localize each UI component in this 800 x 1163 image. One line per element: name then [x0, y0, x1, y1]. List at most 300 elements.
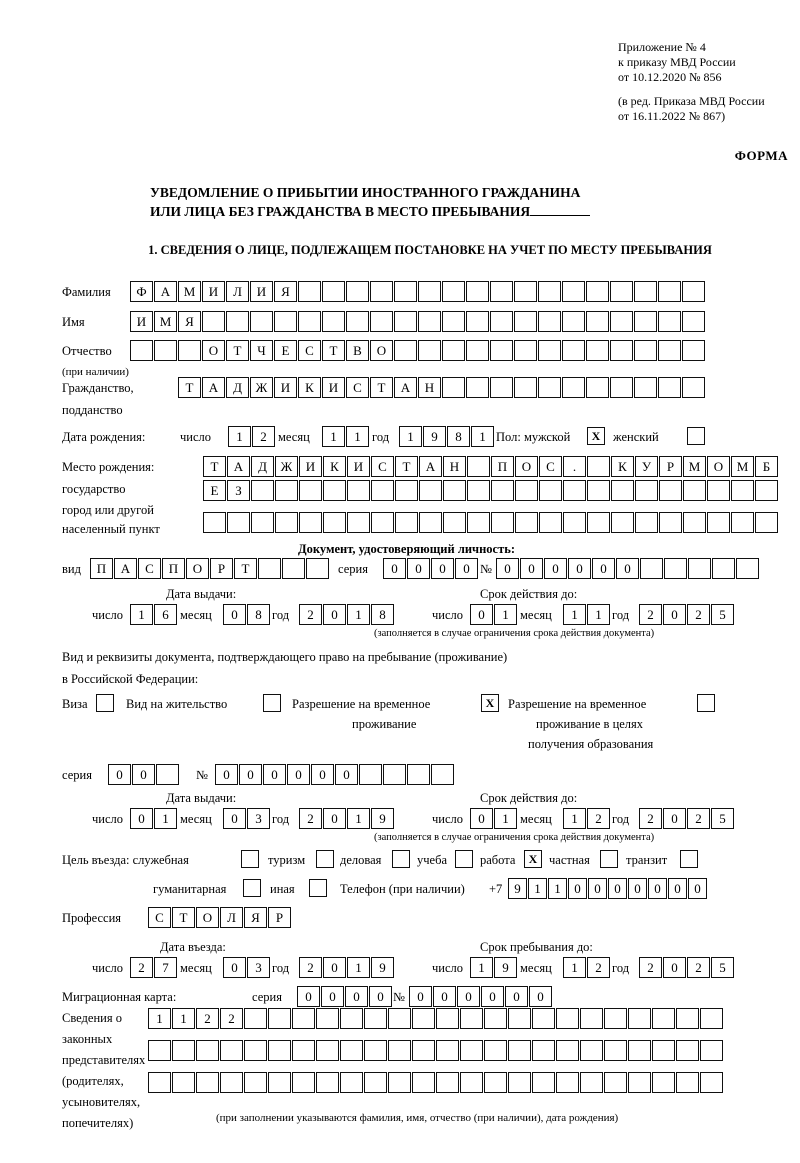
char-cell[interactable]: [418, 311, 441, 332]
entry-month-input[interactable]: [223, 957, 271, 978]
char-cell[interactable]: [436, 1008, 459, 1029]
char-cell[interactable]: 0: [132, 764, 155, 785]
char-cell[interactable]: 1: [563, 604, 586, 625]
char-cell[interactable]: [460, 1072, 483, 1093]
char-cell[interactable]: [556, 1008, 579, 1029]
char-cell[interactable]: [418, 340, 441, 361]
char-cell[interactable]: 0: [470, 604, 493, 625]
issue-day-input[interactable]: [130, 604, 178, 625]
char-cell[interactable]: [508, 1008, 531, 1029]
char-cell[interactable]: [412, 1040, 435, 1061]
char-cell[interactable]: [203, 512, 226, 533]
purpose-study-checkbox[interactable]: [455, 850, 473, 868]
char-cell[interactable]: [196, 1072, 219, 1093]
char-cell[interactable]: 1: [130, 604, 153, 625]
char-cell[interactable]: [707, 512, 730, 533]
char-cell[interactable]: [250, 311, 273, 332]
char-cell[interactable]: [407, 764, 430, 785]
char-cell[interactable]: [436, 1040, 459, 1061]
char-cell[interactable]: [610, 281, 633, 302]
char-cell[interactable]: [676, 1008, 699, 1029]
char-cell[interactable]: Б: [755, 456, 778, 477]
char-cell[interactable]: 2: [687, 604, 710, 625]
name-input[interactable]: [130, 311, 706, 332]
char-cell[interactable]: [268, 1008, 291, 1029]
char-cell[interactable]: [412, 1008, 435, 1029]
char-cell[interactable]: [154, 340, 177, 361]
char-cell[interactable]: Е: [274, 340, 297, 361]
stay-issue-month-input[interactable]: [223, 808, 271, 829]
migration-card-series-input[interactable]: [297, 986, 393, 1007]
char-cell[interactable]: [251, 512, 274, 533]
char-cell[interactable]: [244, 1072, 267, 1093]
char-cell[interactable]: [652, 1008, 675, 1029]
char-cell[interactable]: 0: [608, 878, 627, 899]
char-cell[interactable]: [514, 340, 537, 361]
char-cell[interactable]: А: [154, 281, 177, 302]
char-cell[interactable]: [556, 1072, 579, 1093]
char-cell[interactable]: 0: [470, 808, 493, 829]
char-cell[interactable]: [196, 1040, 219, 1061]
char-cell[interactable]: [466, 377, 489, 398]
char-cell[interactable]: [268, 1072, 291, 1093]
char-cell[interactable]: М: [154, 311, 177, 332]
char-cell[interactable]: [586, 340, 609, 361]
purpose-private-checkbox[interactable]: [600, 850, 618, 868]
char-cell[interactable]: Т: [395, 456, 418, 477]
char-cell[interactable]: А: [419, 456, 442, 477]
char-cell[interactable]: [515, 480, 538, 501]
char-cell[interactable]: [322, 281, 345, 302]
char-cell[interactable]: Т: [226, 340, 249, 361]
char-cell[interactable]: [364, 1072, 387, 1093]
char-cell[interactable]: М: [683, 456, 706, 477]
char-cell[interactable]: [700, 1072, 723, 1093]
char-cell[interactable]: А: [394, 377, 417, 398]
char-cell[interactable]: [460, 1040, 483, 1061]
char-cell[interactable]: Т: [172, 907, 195, 928]
char-cell[interactable]: К: [611, 456, 634, 477]
char-cell[interactable]: [388, 1008, 411, 1029]
entry-day-input[interactable]: [130, 957, 178, 978]
char-cell[interactable]: [467, 512, 490, 533]
char-cell[interactable]: С: [138, 558, 161, 579]
char-cell[interactable]: 0: [628, 878, 647, 899]
char-cell[interactable]: 1: [470, 957, 493, 978]
char-cell[interactable]: С: [346, 377, 369, 398]
birth-year-input[interactable]: [399, 426, 495, 447]
purpose-business-checkbox[interactable]: [392, 850, 410, 868]
char-cell[interactable]: [466, 340, 489, 361]
char-cell[interactable]: [491, 480, 514, 501]
legal-reps-row-2[interactable]: [148, 1040, 724, 1061]
char-cell[interactable]: [682, 281, 705, 302]
char-cell[interactable]: [340, 1040, 363, 1061]
char-cell[interactable]: Ф: [130, 281, 153, 302]
char-cell[interactable]: [628, 1040, 651, 1061]
char-cell[interactable]: 0: [223, 808, 246, 829]
char-cell[interactable]: 0: [455, 558, 478, 579]
char-cell[interactable]: 0: [215, 764, 238, 785]
birth-place-row-1[interactable]: [203, 456, 779, 477]
char-cell[interactable]: [491, 512, 514, 533]
stay-issue-day-input[interactable]: [130, 808, 178, 829]
char-cell[interactable]: Л: [220, 907, 243, 928]
char-cell[interactable]: З: [227, 480, 250, 501]
char-cell[interactable]: [467, 480, 490, 501]
char-cell[interactable]: [659, 512, 682, 533]
char-cell[interactable]: Я: [274, 281, 297, 302]
char-cell[interactable]: О: [196, 907, 219, 928]
char-cell[interactable]: И: [202, 281, 225, 302]
char-cell[interactable]: [316, 1072, 339, 1093]
char-cell[interactable]: [148, 1072, 171, 1093]
char-cell[interactable]: Д: [226, 377, 249, 398]
visa-checkbox[interactable]: [96, 694, 114, 712]
char-cell[interactable]: 3: [247, 808, 270, 829]
legal-reps-row-3[interactable]: [148, 1072, 724, 1093]
stay-until-month-input[interactable]: [563, 957, 611, 978]
char-cell[interactable]: [532, 1008, 555, 1029]
char-cell[interactable]: 1: [322, 426, 345, 447]
char-cell[interactable]: [580, 1072, 603, 1093]
char-cell[interactable]: 0: [568, 878, 587, 899]
entry-year-input[interactable]: [299, 957, 395, 978]
char-cell[interactable]: [395, 512, 418, 533]
char-cell[interactable]: 0: [383, 558, 406, 579]
char-cell[interactable]: [562, 377, 585, 398]
char-cell[interactable]: [676, 1072, 699, 1093]
char-cell[interactable]: [635, 480, 658, 501]
char-cell[interactable]: 2: [687, 957, 710, 978]
char-cell[interactable]: [322, 311, 345, 332]
char-cell[interactable]: 1: [587, 604, 610, 625]
char-cell[interactable]: [755, 512, 778, 533]
char-cell[interactable]: 0: [616, 558, 639, 579]
stay-valid-year-input[interactable]: [639, 808, 735, 829]
char-cell[interactable]: Т: [203, 456, 226, 477]
char-cell[interactable]: Л: [226, 281, 249, 302]
char-cell[interactable]: [388, 1072, 411, 1093]
char-cell[interactable]: 0: [369, 986, 392, 1007]
char-cell[interactable]: О: [515, 456, 538, 477]
char-cell[interactable]: [484, 1072, 507, 1093]
char-cell[interactable]: А: [202, 377, 225, 398]
char-cell[interactable]: 0: [592, 558, 615, 579]
char-cell[interactable]: 0: [297, 986, 320, 1007]
char-cell[interactable]: 2: [587, 808, 610, 829]
purpose-transit-checkbox[interactable]: [680, 850, 698, 868]
char-cell[interactable]: [244, 1040, 267, 1061]
char-cell[interactable]: [664, 558, 687, 579]
char-cell[interactable]: 8: [247, 604, 270, 625]
char-cell[interactable]: [244, 1008, 267, 1029]
char-cell[interactable]: 2: [130, 957, 153, 978]
char-cell[interactable]: [394, 281, 417, 302]
char-cell[interactable]: 1: [563, 957, 586, 978]
char-cell[interactable]: С: [298, 340, 321, 361]
char-cell[interactable]: [395, 480, 418, 501]
char-cell[interactable]: [610, 377, 633, 398]
char-cell[interactable]: [539, 480, 562, 501]
char-cell[interactable]: [130, 340, 153, 361]
char-cell[interactable]: [323, 512, 346, 533]
char-cell[interactable]: 0: [481, 986, 504, 1007]
char-cell[interactable]: [467, 456, 490, 477]
char-cell[interactable]: [299, 512, 322, 533]
char-cell[interactable]: [538, 377, 561, 398]
char-cell[interactable]: [562, 340, 585, 361]
char-cell[interactable]: [563, 512, 586, 533]
char-cell[interactable]: [220, 1072, 243, 1093]
purpose-service-checkbox[interactable]: [241, 850, 259, 868]
char-cell[interactable]: [580, 1040, 603, 1061]
char-cell[interactable]: М: [178, 281, 201, 302]
residence-permit-checkbox[interactable]: [263, 694, 281, 712]
char-cell[interactable]: [364, 1008, 387, 1029]
char-cell[interactable]: 2: [687, 808, 710, 829]
char-cell[interactable]: [634, 281, 657, 302]
char-cell[interactable]: 5: [711, 957, 734, 978]
char-cell[interactable]: [586, 281, 609, 302]
char-cell[interactable]: 1: [399, 426, 422, 447]
char-cell[interactable]: Т: [178, 377, 201, 398]
char-cell[interactable]: 0: [433, 986, 456, 1007]
char-cell[interactable]: Р: [268, 907, 291, 928]
migration-card-number-input[interactable]: [409, 986, 553, 1007]
char-cell[interactable]: 0: [130, 808, 153, 829]
char-cell[interactable]: [563, 480, 586, 501]
doc-series-input[interactable]: [383, 558, 479, 579]
char-cell[interactable]: [539, 512, 562, 533]
char-cell[interactable]: К: [298, 377, 321, 398]
char-cell[interactable]: [682, 340, 705, 361]
char-cell[interactable]: [466, 311, 489, 332]
char-cell[interactable]: [490, 281, 513, 302]
doc-number-input[interactable]: [496, 558, 760, 579]
char-cell[interactable]: 1: [172, 1008, 195, 1029]
char-cell[interactable]: [419, 480, 442, 501]
char-cell[interactable]: [436, 1072, 459, 1093]
char-cell[interactable]: О: [186, 558, 209, 579]
char-cell[interactable]: 2: [639, 808, 662, 829]
char-cell[interactable]: [676, 1040, 699, 1061]
char-cell[interactable]: [292, 1040, 315, 1061]
char-cell[interactable]: [658, 340, 681, 361]
valid-day-input[interactable]: [470, 604, 518, 625]
char-cell[interactable]: 0: [529, 986, 552, 1007]
char-cell[interactable]: [316, 1008, 339, 1029]
char-cell[interactable]: [635, 512, 658, 533]
char-cell[interactable]: [731, 512, 754, 533]
char-cell[interactable]: [587, 512, 610, 533]
char-cell[interactable]: 9: [371, 957, 394, 978]
char-cell[interactable]: [634, 311, 657, 332]
char-cell[interactable]: [443, 480, 466, 501]
legal-reps-row-1[interactable]: [148, 1008, 724, 1029]
char-cell[interactable]: .: [563, 456, 586, 477]
char-cell[interactable]: 0: [407, 558, 430, 579]
char-cell[interactable]: 0: [663, 808, 686, 829]
char-cell[interactable]: 0: [688, 878, 707, 899]
char-cell[interactable]: [275, 480, 298, 501]
char-cell[interactable]: К: [323, 456, 346, 477]
char-cell[interactable]: [156, 764, 179, 785]
birth-place-row-3[interactable]: [203, 512, 779, 533]
char-cell[interactable]: А: [227, 456, 250, 477]
char-cell[interactable]: [340, 1072, 363, 1093]
char-cell[interactable]: [323, 480, 346, 501]
char-cell[interactable]: [172, 1040, 195, 1061]
char-cell[interactable]: [275, 512, 298, 533]
char-cell[interactable]: [532, 1072, 555, 1093]
char-cell[interactable]: И: [299, 456, 322, 477]
issue-year-input[interactable]: [299, 604, 395, 625]
char-cell[interactable]: 1: [347, 604, 370, 625]
char-cell[interactable]: Ч: [250, 340, 273, 361]
char-cell[interactable]: О: [202, 340, 225, 361]
char-cell[interactable]: [371, 480, 394, 501]
char-cell[interactable]: 0: [520, 558, 543, 579]
char-cell[interactable]: [419, 512, 442, 533]
stay-series-input[interactable]: [108, 764, 180, 785]
char-cell[interactable]: 5: [711, 604, 734, 625]
stay-until-year-input[interactable]: [639, 957, 735, 978]
char-cell[interactable]: 1: [347, 957, 370, 978]
char-cell[interactable]: [640, 558, 663, 579]
char-cell[interactable]: 2: [587, 957, 610, 978]
char-cell[interactable]: [634, 340, 657, 361]
char-cell[interactable]: 0: [321, 986, 344, 1007]
char-cell[interactable]: Я: [178, 311, 201, 332]
char-cell[interactable]: 0: [287, 764, 310, 785]
char-cell[interactable]: [394, 340, 417, 361]
char-cell[interactable]: [292, 1072, 315, 1093]
char-cell[interactable]: [532, 1040, 555, 1061]
char-cell[interactable]: [538, 340, 561, 361]
char-cell[interactable]: 1: [148, 1008, 171, 1029]
birth-place-row-2[interactable]: [203, 480, 779, 501]
char-cell[interactable]: С: [148, 907, 171, 928]
char-cell[interactable]: 0: [323, 604, 346, 625]
char-cell[interactable]: 1: [347, 808, 370, 829]
char-cell[interactable]: [587, 456, 610, 477]
char-cell[interactable]: [688, 558, 711, 579]
char-cell[interactable]: 6: [154, 604, 177, 625]
char-cell[interactable]: 2: [299, 957, 322, 978]
char-cell[interactable]: [634, 377, 657, 398]
char-cell[interactable]: Т: [234, 558, 257, 579]
char-cell[interactable]: [490, 377, 513, 398]
char-cell[interactable]: [460, 1008, 483, 1029]
char-cell[interactable]: 2: [639, 604, 662, 625]
char-cell[interactable]: 0: [544, 558, 567, 579]
char-cell[interactable]: [442, 340, 465, 361]
char-cell[interactable]: 0: [457, 986, 480, 1007]
char-cell[interactable]: [604, 1040, 627, 1061]
char-cell[interactable]: [514, 281, 537, 302]
char-cell[interactable]: А: [114, 558, 137, 579]
char-cell[interactable]: [652, 1040, 675, 1061]
char-cell[interactable]: [340, 1008, 363, 1029]
char-cell[interactable]: [610, 311, 633, 332]
char-cell[interactable]: [652, 1072, 675, 1093]
purpose-humanitarian-checkbox[interactable]: [243, 879, 261, 897]
char-cell[interactable]: [346, 311, 369, 332]
char-cell[interactable]: [611, 480, 634, 501]
char-cell[interactable]: 1: [563, 808, 586, 829]
char-cell[interactable]: [736, 558, 759, 579]
char-cell[interactable]: 0: [263, 764, 286, 785]
char-cell[interactable]: Д: [251, 456, 274, 477]
char-cell[interactable]: [508, 1040, 531, 1061]
char-cell[interactable]: П: [491, 456, 514, 477]
char-cell[interactable]: [587, 480, 610, 501]
char-cell[interactable]: О: [707, 456, 730, 477]
edu-residence-checkbox[interactable]: [697, 694, 715, 712]
stay-issue-year-input[interactable]: [299, 808, 395, 829]
char-cell[interactable]: [292, 1008, 315, 1029]
char-cell[interactable]: [682, 311, 705, 332]
char-cell[interactable]: [755, 480, 778, 501]
char-cell[interactable]: 0: [108, 764, 131, 785]
char-cell[interactable]: [707, 480, 730, 501]
char-cell[interactable]: [298, 311, 321, 332]
valid-year-input[interactable]: [639, 604, 735, 625]
char-cell[interactable]: [282, 558, 305, 579]
birth-day-input[interactable]: [228, 426, 276, 447]
char-cell[interactable]: [178, 340, 201, 361]
char-cell[interactable]: [388, 1040, 411, 1061]
sex-female-checkbox[interactable]: [687, 427, 705, 445]
char-cell[interactable]: 2: [639, 957, 662, 978]
char-cell[interactable]: 1: [228, 426, 251, 447]
char-cell[interactable]: [683, 512, 706, 533]
purpose-other-checkbox[interactable]: [309, 879, 327, 897]
patronymic-input[interactable]: [130, 340, 706, 361]
sex-male-checkbox[interactable]: X: [587, 427, 605, 445]
char-cell[interactable]: [148, 1040, 171, 1061]
char-cell[interactable]: 0: [323, 808, 346, 829]
char-cell[interactable]: 9: [494, 957, 517, 978]
char-cell[interactable]: 0: [345, 986, 368, 1007]
char-cell[interactable]: [316, 1040, 339, 1061]
phone-input[interactable]: [508, 878, 708, 899]
char-cell[interactable]: [562, 281, 585, 302]
char-cell[interactable]: [268, 1040, 291, 1061]
char-cell[interactable]: 2: [299, 808, 322, 829]
char-cell[interactable]: 0: [648, 878, 667, 899]
char-cell[interactable]: 9: [508, 878, 527, 899]
char-cell[interactable]: [274, 311, 297, 332]
char-cell[interactable]: С: [539, 456, 562, 477]
char-cell[interactable]: У: [635, 456, 658, 477]
char-cell[interactable]: О: [370, 340, 393, 361]
char-cell[interactable]: [538, 281, 561, 302]
char-cell[interactable]: Т: [370, 377, 393, 398]
char-cell[interactable]: [347, 512, 370, 533]
char-cell[interactable]: [586, 377, 609, 398]
char-cell[interactable]: [371, 512, 394, 533]
char-cell[interactable]: [226, 311, 249, 332]
char-cell[interactable]: 0: [663, 604, 686, 625]
char-cell[interactable]: 0: [409, 986, 432, 1007]
char-cell[interactable]: [412, 1072, 435, 1093]
char-cell[interactable]: 0: [335, 764, 358, 785]
char-cell[interactable]: [299, 480, 322, 501]
char-cell[interactable]: Р: [210, 558, 233, 579]
char-cell[interactable]: П: [162, 558, 185, 579]
